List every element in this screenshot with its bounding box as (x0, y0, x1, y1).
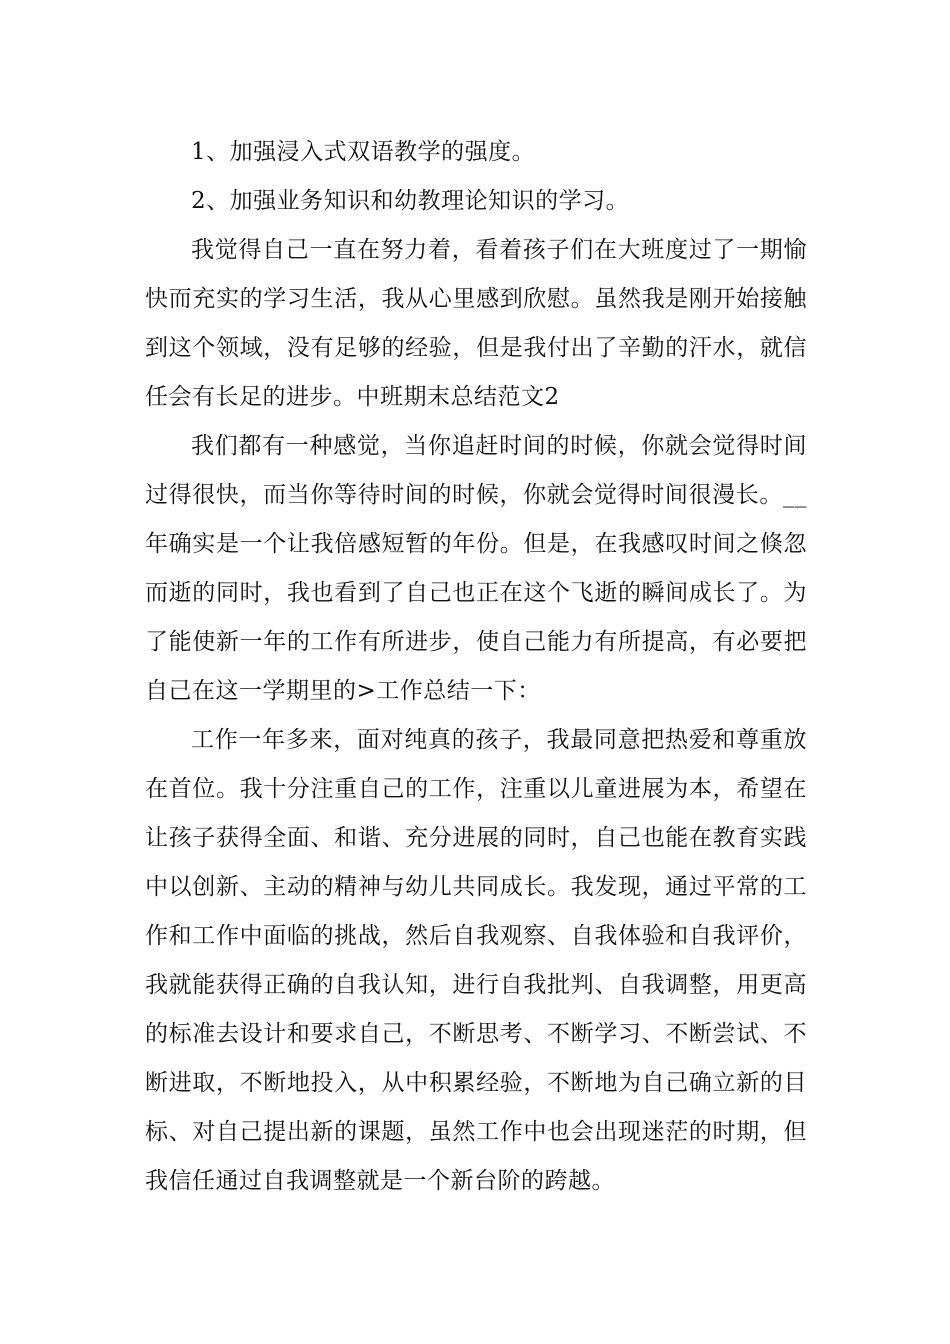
list-item-1: 1、加强浸入式双语教学的强度。 (191, 139, 536, 165)
document-body (145, 128, 807, 1206)
paragraph-time: 我们都有一种感觉，当你追赶时间的时候，你就会觉得时间过得很快，而当你等待时间的时候，你就会觉得时间很漫长。__年确实是一个让我倍感短暂的年份。但是，在我感叹时间之倏忽而逝的同时，我也看到了自己也正在这个飞逝的瞬间成长了。为了能使新一年的工作有所进步，使自己能力有所提高，有必要把自己在这一学期里的>工作总结一下： (145, 433, 807, 704)
paragraph-work: 工作一年多来，面对纯真的孩子，我最同意把热爱和尊重放在首位。我十分注重自己的工作，注重以儿童进展为本，希望在让孩子获得全面、和谐、充分进展的同时，自己也能在教育实践中以创新、主动的精神与幼儿共同成长。我发现，通过平常的工作和工作中面临的挑战，然后自我观察、自我体验和自我评价，我就能获得正确的自我认知，进行自我批判、自我调整，用更高的标准去设计和要求自己，不断思考、不断学习、不断尝试、不断进取，不断地投入，从中积累经验，不断地为自己确立新的目标、对自己提出新的课题，虽然工作中也会出现迷茫的时期，但我信任通过自我调整就是一个新台阶的跨越。 (145, 727, 807, 1194)
list-item-2: 2、加强业务知识和幼教理论知识的学习。 (191, 188, 630, 214)
paragraph-reflection: 我觉得自己一直在努力着，看着孩子们在大班度过了一期愉快而充实的学习生活，我从心里感到欣慰。虽然我是刚开始接触到这个领域，没有足够的经验，但是我付出了辛勤的汗水，就信任会有长足的进步。中班期末总结范文2 (145, 237, 807, 410)
